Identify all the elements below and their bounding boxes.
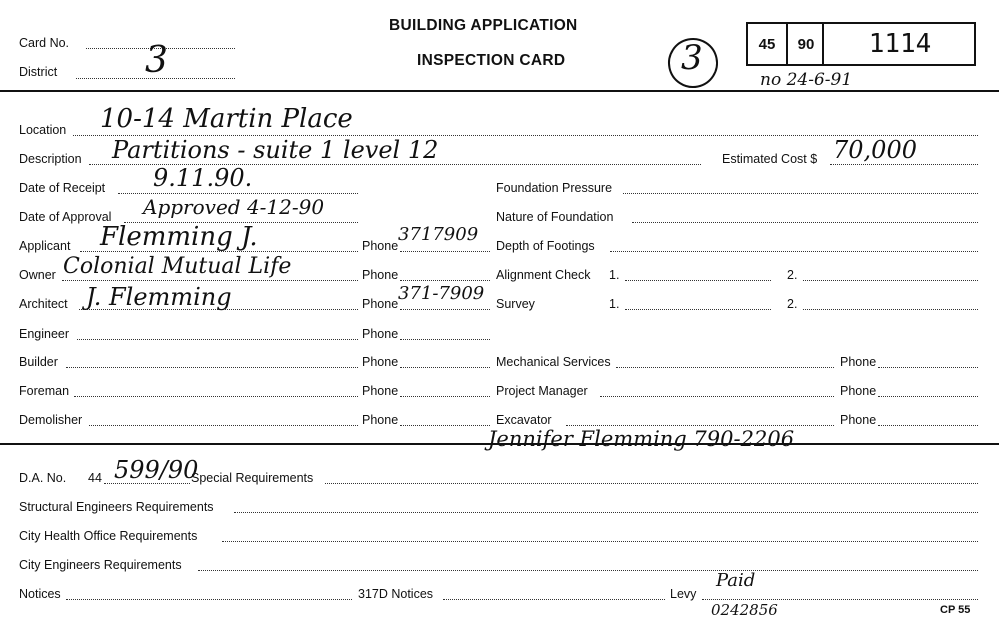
applicant-phone-line	[400, 251, 490, 252]
demolisher-phone-line	[400, 425, 490, 426]
health-label: City Health Office Requirements	[19, 529, 198, 543]
builder-label: Builder	[19, 355, 58, 369]
owner-value: Colonial Mutual Life	[63, 254, 292, 279]
excavator-line	[566, 425, 834, 426]
architect-phone-label: Phone	[362, 297, 399, 311]
survey-1: 1.	[609, 297, 620, 311]
notices-label: Notices	[19, 587, 61, 601]
middle-rule	[0, 443, 999, 445]
top-rule	[0, 90, 999, 92]
district-label: District	[19, 65, 58, 79]
architect-phone-value: 371-7909	[398, 283, 485, 304]
survey-label: Survey	[496, 297, 535, 311]
builder-phone-label: Phone	[362, 355, 399, 369]
da-value: 599/90	[114, 456, 199, 484]
engineer-line	[77, 339, 358, 340]
project-manager-phone-line	[878, 396, 978, 397]
demolisher-label: Demolisher	[19, 413, 83, 427]
box-note: no 24-6-91	[760, 70, 853, 90]
foreman-label: Foreman	[19, 384, 70, 398]
applicant-value: Flemming J.	[100, 222, 258, 252]
survey-1-line	[625, 309, 771, 310]
owner-phone-line	[400, 280, 490, 281]
nature-foundation-label: Nature of Foundation	[496, 210, 614, 224]
alignment-check-label: Alignment Check	[496, 268, 591, 282]
date-approval-value: Approved 4-12-90	[143, 195, 325, 219]
alignment-check-1: 1.	[609, 268, 620, 282]
card-no-label: Card No.	[19, 36, 70, 50]
applicant-label: Applicant	[19, 239, 71, 253]
file-number-box	[746, 22, 976, 66]
foundation-pressure-line	[623, 193, 978, 194]
builder-phone-line	[400, 367, 490, 368]
project-manager-line	[600, 396, 834, 397]
foreman-phone-label: Phone	[362, 384, 399, 398]
date-approval-label: Date of Approval	[19, 210, 112, 224]
alignment-check-1-line	[625, 280, 771, 281]
survey-2: 2.	[787, 297, 798, 311]
nature-foundation-line	[632, 222, 978, 223]
file-number-cell-2: 90	[786, 24, 824, 64]
estimated-cost-label: Estimated Cost $	[722, 152, 818, 166]
location-value: 10-14 Martin Place	[100, 104, 353, 134]
title-line-1: BUILDING APPLICATION	[389, 17, 578, 34]
date-receipt-label: Date of Receipt	[19, 181, 106, 195]
foreman-line	[74, 396, 358, 397]
notices-317d-line	[443, 599, 665, 600]
description-label: Description	[19, 152, 82, 166]
engineer-phone-label: Phone	[362, 327, 399, 341]
alignment-check-2-line	[803, 280, 978, 281]
da-prefix: 44	[88, 471, 102, 485]
receipt-number: 0242856	[711, 601, 778, 619]
district-value: 3	[145, 40, 168, 81]
date-receipt-value: 9.11.90.	[153, 164, 253, 192]
alignment-check-2: 2.	[787, 268, 798, 282]
file-number-cell-1: 45	[758, 35, 776, 53]
depth-footings-label: Depth of Footings	[496, 239, 595, 253]
date-receipt-line	[118, 193, 358, 194]
health-line	[222, 541, 978, 542]
mechanical-phone-line	[878, 367, 978, 368]
title-line-2: INSPECTION CARD	[417, 52, 566, 69]
owner-phone-label: Phone	[362, 268, 399, 282]
levy-value: Paid	[716, 570, 756, 591]
structural-label: Structural Engineers Requirements	[19, 500, 214, 514]
file-number-cell-3: 1114	[822, 24, 976, 64]
notices-line	[66, 599, 352, 600]
architect-value: J. Flemming	[86, 283, 232, 311]
applicant-phone-label: Phone	[362, 239, 399, 253]
depth-footings-line	[610, 251, 978, 252]
special-requirements-line	[325, 483, 978, 484]
builder-line	[66, 367, 358, 368]
project-manager-phone-label: Phone	[840, 384, 877, 398]
excavator-label: Excavator	[496, 413, 552, 427]
engineer-label: Engineer	[19, 327, 70, 341]
mechanical-line	[616, 367, 834, 368]
demolisher-line	[89, 425, 358, 426]
levy-line	[702, 599, 978, 600]
special-requirements-label: Special Requirements	[191, 471, 314, 485]
excavator-phone-line	[878, 425, 978, 426]
demolisher-phone-label: Phone	[362, 413, 399, 427]
estimated-cost-value: 70,000	[833, 136, 917, 164]
owner-label: Owner	[19, 268, 56, 282]
applicant-phone-value: 3717909	[398, 224, 479, 245]
foreman-phone-line	[400, 396, 490, 397]
owner-line	[62, 280, 358, 281]
circled-mark-value: 3	[681, 38, 703, 78]
estimated-cost-line	[830, 164, 978, 165]
mechanical-phone-label: Phone	[840, 355, 877, 369]
description-value: Partitions - suite 1 level 12	[112, 136, 439, 164]
engineer-phone-line	[400, 339, 490, 340]
location-label: Location	[19, 123, 67, 137]
notices-317d-label: 317D Notices	[358, 587, 434, 601]
architect-label: Architect	[19, 297, 68, 311]
survey-2-line	[803, 309, 978, 310]
structural-line	[234, 512, 978, 513]
excavator-phone-label: Phone	[840, 413, 877, 427]
city-engineers-label: City Engineers Requirements	[19, 558, 182, 572]
city-engineers-line	[198, 570, 978, 571]
da-label: D.A. No.	[19, 471, 67, 485]
excavator-note: Jennifer Flemming 790-2206	[488, 427, 795, 451]
project-manager-label: Project Manager	[496, 384, 588, 398]
form-code: CP 55	[940, 604, 971, 616]
levy-label: Levy	[670, 587, 697, 601]
architect-phone-line	[400, 309, 490, 310]
foundation-pressure-label: Foundation Pressure	[496, 181, 613, 195]
mechanical-label: Mechanical Services	[496, 355, 611, 369]
